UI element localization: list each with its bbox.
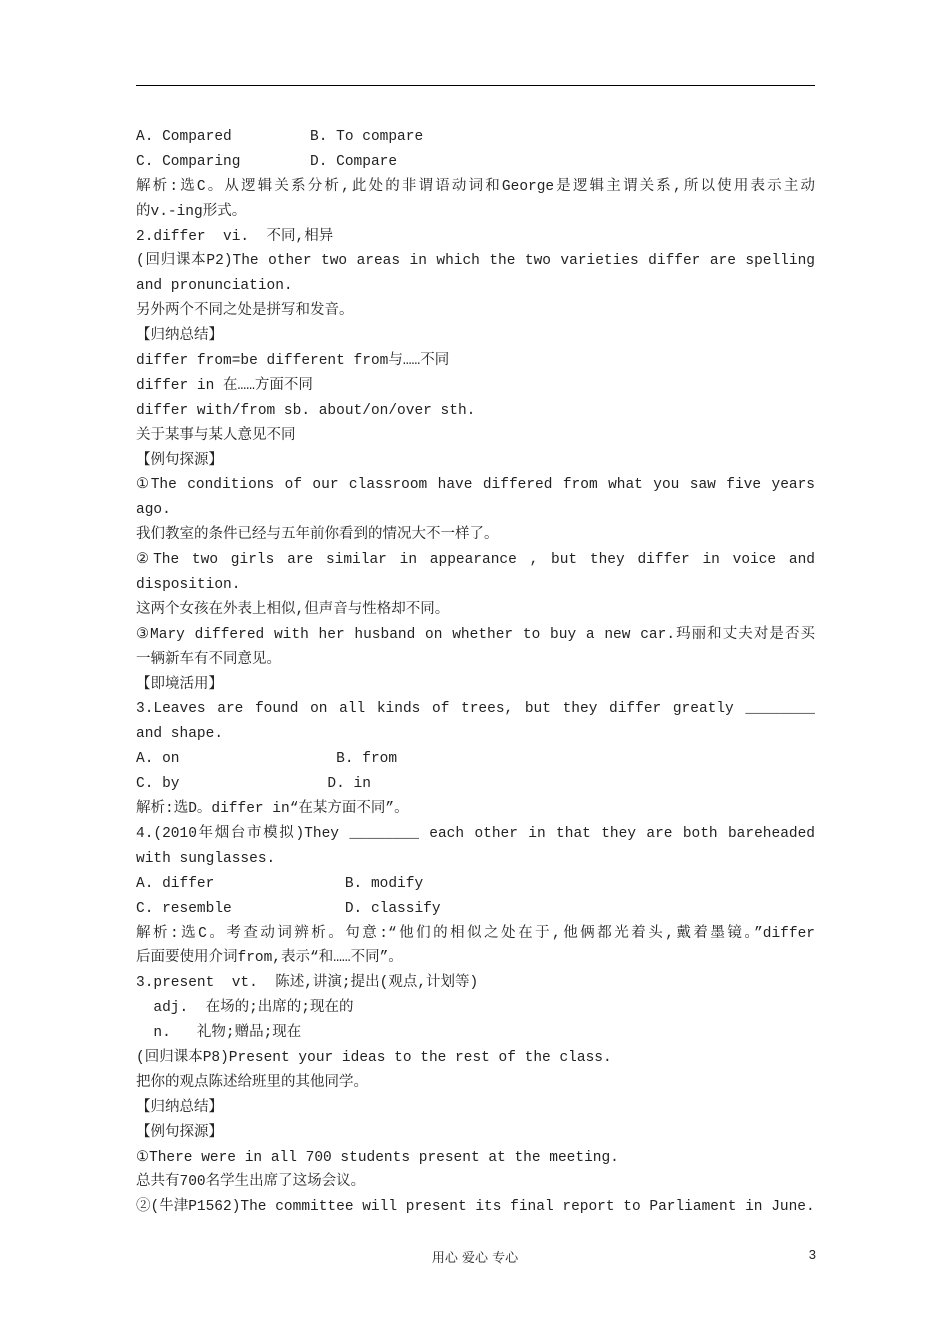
- example-sentence-line: ①The conditions of our classroom have differed from what you saw five years: [136, 477, 815, 494]
- option-line-c-d: C. by D. in: [136, 776, 371, 793]
- question-line: 4.(2010年烟台市模拟)They ________ each other in that they are both bareheaded: [136, 825, 815, 842]
- example-translation-line: 一辆新车有不同意见。: [136, 651, 281, 668]
- textbook-example-line: (回归课本P2)The other two areas in which the two varieties differ are spelling: [136, 253, 815, 270]
- header-rule: [136, 85, 815, 86]
- textbook-example-line: (回归课本P8)Present your ideas to the rest of the class.: [136, 1049, 612, 1066]
- example-sentence-line: disposition.: [136, 577, 241, 594]
- example-translation-line: 总共有700名学生出席了这场会议。: [136, 1174, 366, 1191]
- analysis-line: 的v.-ing形式。: [136, 203, 247, 220]
- translation-line: 把你的观点陈述给班里的其他同学。: [136, 1074, 368, 1091]
- analysis-line: 后面要使用介词from,表示“和……不同”。: [136, 950, 403, 967]
- analysis-line: 解析:选C。考查动词辨析。句意:“他们的相似之处在于,他俩都光着头,戴着墨镜。”differ: [136, 925, 815, 942]
- analysis-line: 解析:选D。differ in“在某方面不同”。: [136, 801, 409, 818]
- question-line: and shape.: [136, 726, 224, 743]
- document-body: [136, 125, 815, 1220]
- page-number: 3: [808, 1247, 816, 1262]
- phrase-translation-line: 关于某事与某人意见不同: [136, 427, 296, 444]
- option-line-c-d: C. resemble D. classify: [136, 900, 441, 917]
- footer-motto: 用心 爱心 专心: [431, 1251, 519, 1266]
- option-line-a-b: A. Compared B. To compare: [136, 129, 424, 145]
- vocab-sense-line: adj. 在场的;出席的;现在的: [136, 1000, 354, 1017]
- example-sentence-line: ago.: [136, 502, 171, 519]
- textbook-example-line: and pronunciation.: [136, 278, 293, 295]
- section-heading-examples: 【例句探源】: [136, 1124, 223, 1141]
- question-line: with sunglasses.: [136, 850, 276, 867]
- example-translation-line: 这两个女孩在外表上相似,但声音与性格却不同。: [136, 601, 450, 618]
- option-line-c-d: C. Comparing D. Compare: [136, 153, 398, 170]
- vocab-heading-present: 3.present vt. 陈述,讲演;提出(观点,计划等): [136, 975, 479, 992]
- example-sentence-line: ③Mary differed with her husband on whether to buy a new car.玛丽和丈夫对是否买: [136, 626, 815, 643]
- section-heading-summary: 【归纳总结】: [136, 328, 223, 345]
- question-line: 3.Leaves are found on all kinds of trees, but they differ greatly ________: [136, 701, 815, 718]
- vocab-sense-line: n. 礼物;赠品;现在: [136, 1025, 302, 1042]
- example-sentence-line: ①There were in all 700 students present at the meeting.: [136, 1149, 619, 1166]
- example-sentence-line: ②(牛津P1562)The committee will present its final report to Parliament in June.: [136, 1199, 815, 1216]
- translation-line: 另外两个不同之处是拼写和发音。: [136, 303, 354, 320]
- phrase-line: differ with/from sb. about/on/over sth.: [136, 402, 476, 419]
- example-sentence-line: ②The two girls are similar in appearance , but they differ in voice and: [136, 552, 815, 569]
- phrase-line: differ from=be different from与……不同: [136, 353, 450, 370]
- option-line-a-b: A. on B. from: [136, 751, 398, 768]
- section-heading-practice: 【即境活用】: [136, 676, 223, 693]
- analysis-line: 解析:选C。从逻辑关系分析,此处的非谓语动词和George是逻辑主谓关系,所以使用表示主动: [136, 178, 815, 195]
- example-translation-line: 我们教室的条件已经与五年前你看到的情况大不一样了。: [136, 527, 499, 544]
- option-line-a-b: A. differ B. modify: [136, 875, 424, 892]
- section-heading-examples: 【例句探源】: [136, 452, 223, 469]
- phrase-line: differ in 在……方面不同: [136, 377, 313, 394]
- vocab-heading-differ: 2.differ vi. 不同,相异: [136, 228, 334, 245]
- section-heading-summary: 【归纳总结】: [136, 1099, 223, 1116]
